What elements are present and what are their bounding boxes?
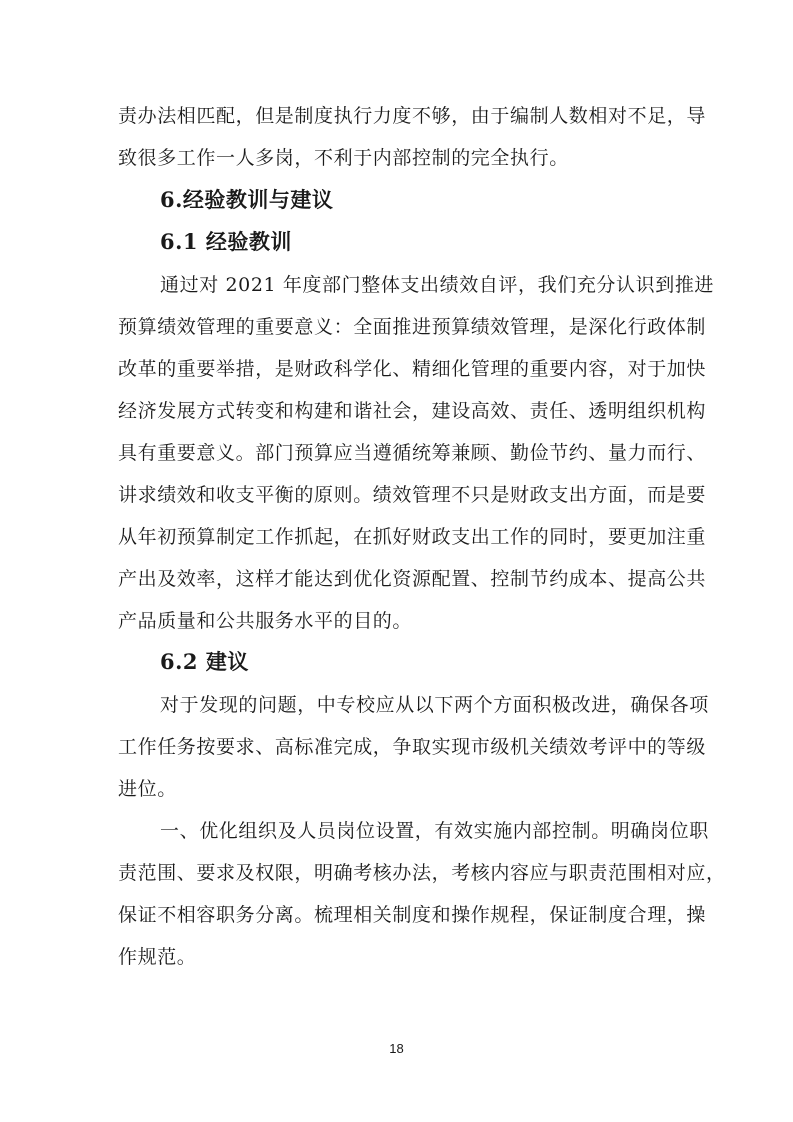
paragraph-6-2-item-1-line-3: 保证不相容职务分离。梳理相关制度和操作规程，保证制度合理，操 xyxy=(118,904,707,926)
carryover-line-2: 致很多工作一人多岗，不利于内部控制的完全执行。 xyxy=(118,147,569,169)
paragraph-6-1-line-2: 预算绩效管理的重要意义：全面推进预算绩效管理，是深化行政体制 xyxy=(118,316,707,338)
section-6-heading: 6.经验教训与建议 xyxy=(160,187,334,212)
paragraph-6-1-line-7: 从年初预算制定工作抓起，在抓好财政支出工作的同时，要更加注重 xyxy=(118,526,707,548)
paragraph-6-1-line-6: 讲求绩效和收支平衡的原则。绩效管理不只是财政支出方面，而是要 xyxy=(118,484,707,506)
paragraph-6-2-intro-line-1: 对于发现的问题，中专校应从以下两个方面积极改进，确保各项 xyxy=(160,694,709,716)
paragraph-6-1-line-9: 产品质量和公共服务水平的目的。 xyxy=(118,610,413,632)
paragraph-6-1-line-5: 具有重要意义。部门预算应当遵循统筹兼顾、勤俭节约、量力而行、 xyxy=(118,442,707,464)
paragraph-6-1-line-1: 通过对 2021 年度部门整体支出绩效自评，我们充分认识到推进 xyxy=(160,274,715,296)
paragraph-6-2-intro-line-3: 进位。 xyxy=(118,778,177,800)
section-6-2-heading: 6.2 建议 xyxy=(160,649,249,674)
section-6-1-heading: 6.1 经验教训 xyxy=(160,229,292,254)
paragraph-6-2-item-1-line-2: 责范围、要求及权限，明确考核办法，考核内容应与职责范围相对应， xyxy=(118,862,726,884)
paragraph-6-2-item-1-line-1: 一、优化组织及人员岗位设置，有效实施内部控制。明确岗位职 xyxy=(160,820,709,842)
page-number: 18 xyxy=(389,1041,404,1056)
paragraph-6-2-item-1-line-4: 作规范。 xyxy=(118,946,197,968)
paragraph-6-1-line-4: 经济发展方式转变和构建和谐社会，建设高效、责任、透明组织机构 xyxy=(118,400,707,422)
paragraph-6-2-intro-line-2: 工作任务按要求、高标准完成，争取实现市级机关绩效考评中的等级 xyxy=(118,736,707,758)
paragraph-6-1-line-3: 改革的重要举措，是财政科学化、精细化管理的重要内容，对于加快 xyxy=(118,358,707,380)
paragraph-6-1-line-8: 产出及效率，这样才能达到优化资源配置、控制节约成本、提高公共 xyxy=(118,568,707,590)
carryover-line-1: 责办法相匹配，但是制度执行力度不够，由于编制人数相对不足，导 xyxy=(118,105,707,127)
